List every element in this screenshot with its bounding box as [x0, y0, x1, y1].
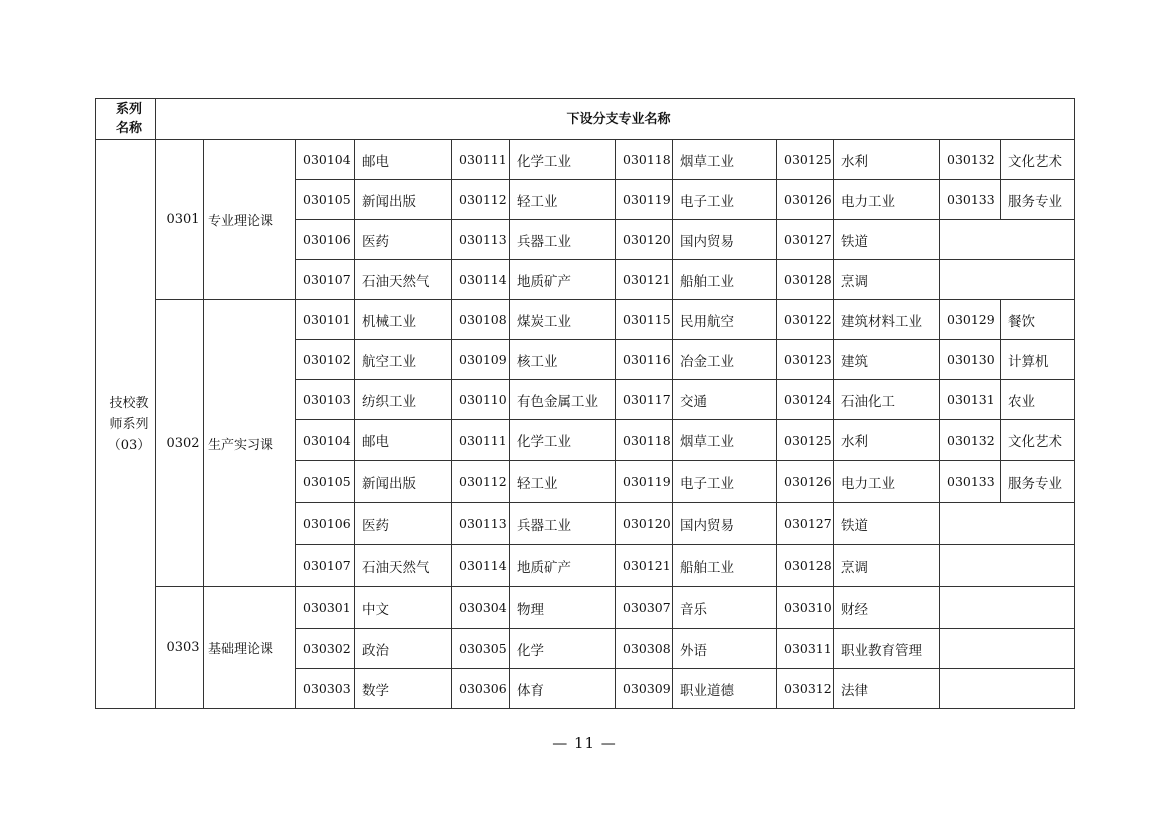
subject-code: 030104	[296, 140, 355, 180]
subject-code: 030127	[777, 220, 834, 260]
subject-code: 030114	[452, 260, 510, 300]
subject-name: 轻工业	[510, 461, 616, 503]
subject-code: 030130	[940, 340, 1001, 380]
subject-code: 030103	[296, 380, 355, 420]
empty-cell	[940, 629, 1075, 669]
subject-name: 电子工业	[673, 461, 777, 503]
series-header-line2: 名称	[115, 121, 142, 136]
subject-name: 烹调	[834, 260, 940, 300]
subject-name: 国内贸易	[673, 503, 777, 545]
subject-name: 煤炭工业	[510, 300, 616, 340]
subject-code: 030131	[940, 380, 1001, 420]
subject-code: 030307	[616, 587, 673, 629]
subject-code: 030117	[616, 380, 673, 420]
group-code: 0301	[156, 140, 204, 300]
subject-name: 物理	[510, 587, 616, 629]
subject-name: 邮电	[355, 420, 452, 461]
subject-name: 体育	[510, 669, 616, 709]
subject-code: 030310	[777, 587, 834, 629]
subject-code: 030129	[940, 300, 1001, 340]
subject-code: 030303	[296, 669, 355, 709]
subject-name: 地质矿产	[510, 545, 616, 587]
subject-code: 030113	[452, 503, 510, 545]
subject-name: 新闻出版	[355, 461, 452, 503]
subject-code: 030115	[616, 300, 673, 340]
subject-name: 服务专业	[1001, 461, 1075, 503]
subject-name: 水利	[834, 140, 940, 180]
subject-code: 030119	[616, 461, 673, 503]
series-line2: 师系列	[109, 416, 149, 432]
subject-name: 民用航空	[673, 300, 777, 340]
series-line3: （03）	[107, 437, 151, 453]
subject-name: 化学工业	[510, 420, 616, 461]
subject-code: 030106	[296, 503, 355, 545]
subject-name: 政治	[355, 629, 452, 669]
table-row	[96, 300, 1075, 340]
subject-code: 030125	[777, 420, 834, 461]
empty-cell	[940, 503, 1075, 545]
subject-code: 030301	[296, 587, 355, 629]
subject-name: 铁道	[834, 220, 940, 260]
subject-code: 030133	[940, 461, 1001, 503]
subject-name: 法律	[834, 669, 940, 709]
subject-code: 030126	[777, 461, 834, 503]
subject-name: 财经	[834, 587, 940, 629]
subject-name: 石油天然气	[355, 260, 452, 300]
subject-code: 030132	[940, 420, 1001, 461]
subject-name: 医药	[355, 220, 452, 260]
subject-name: 船舶工业	[673, 545, 777, 587]
subject-code: 030102	[296, 340, 355, 380]
subject-code: 030308	[616, 629, 673, 669]
subject-name: 船舶工业	[673, 260, 777, 300]
subject-code: 030104	[296, 420, 355, 461]
subject-name: 机械工业	[355, 300, 452, 340]
subject-name: 计算机	[1001, 340, 1075, 380]
subject-name: 邮电	[355, 140, 452, 180]
subject-name: 建筑材料工业	[834, 300, 940, 340]
subject-code: 030124	[777, 380, 834, 420]
subject-name: 石油天然气	[355, 545, 452, 587]
subject-name: 航空工业	[355, 340, 452, 380]
subject-code: 030105	[296, 461, 355, 503]
series-header-line1: 系列	[115, 102, 142, 117]
subject-code: 030108	[452, 300, 510, 340]
subject-name: 音乐	[673, 587, 777, 629]
subject-name: 核工业	[510, 340, 616, 380]
subject-code: 030302	[296, 629, 355, 669]
empty-cell	[940, 587, 1075, 629]
subject-code: 030107	[296, 545, 355, 587]
group-code: 0302	[156, 300, 204, 587]
subject-name: 烟草工业	[673, 420, 777, 461]
subject-code: 030125	[777, 140, 834, 180]
subject-code: 030119	[616, 180, 673, 220]
header-row	[96, 99, 1075, 140]
subject-name: 服务专业	[1001, 180, 1075, 220]
subject-code: 030118	[616, 420, 673, 461]
subject-name: 铁道	[834, 503, 940, 545]
subject-name: 电力工业	[834, 461, 940, 503]
subject-name: 兵器工业	[510, 220, 616, 260]
subject-code: 030121	[616, 260, 673, 300]
empty-cell	[940, 545, 1075, 587]
empty-cell	[940, 220, 1075, 260]
subject-name: 外语	[673, 629, 777, 669]
subject-code: 030126	[777, 180, 834, 220]
subject-name: 交通	[673, 380, 777, 420]
subject-name: 烹调	[834, 545, 940, 587]
subjects-header: 下设分支专业名称	[156, 99, 1075, 140]
series-header	[96, 99, 156, 140]
subject-code: 030121	[616, 545, 673, 587]
empty-cell	[940, 260, 1075, 300]
subject-name: 冶金工业	[673, 340, 777, 380]
subject-name: 数学	[355, 669, 452, 709]
subject-name: 兵器工业	[510, 503, 616, 545]
subject-name: 职业教育管理	[834, 629, 940, 669]
subject-code: 030132	[940, 140, 1001, 180]
subject-code: 030111	[452, 420, 510, 461]
subject-code: 030311	[777, 629, 834, 669]
subject-name: 文化艺术	[1001, 420, 1075, 461]
table-row	[96, 587, 1075, 629]
subject-code: 030127	[777, 503, 834, 545]
subject-code: 030305	[452, 629, 510, 669]
subject-code: 030101	[296, 300, 355, 340]
subject-code: 030122	[777, 300, 834, 340]
series-line1: 技校教	[109, 395, 149, 411]
subject-name: 水利	[834, 420, 940, 461]
group-code: 0303	[156, 587, 204, 709]
subject-name: 地质矿产	[510, 260, 616, 300]
group-name: 专业理论课	[204, 140, 296, 300]
subject-name: 新闻出版	[355, 180, 452, 220]
subject-code: 030118	[616, 140, 673, 180]
subject-code: 030116	[616, 340, 673, 380]
subject-code: 030112	[452, 461, 510, 503]
subject-name: 石油化工	[834, 380, 940, 420]
subject-name: 建筑	[834, 340, 940, 380]
subject-name: 烟草工业	[673, 140, 777, 180]
table-row	[96, 140, 1075, 180]
subject-name: 餐饮	[1001, 300, 1075, 340]
subject-name: 有色金属工业	[510, 380, 616, 420]
subject-code: 030110	[452, 380, 510, 420]
page-number: — 11 —	[552, 734, 617, 752]
series-cell	[96, 140, 156, 709]
subject-name: 农业	[1001, 380, 1075, 420]
subject-name: 化学	[510, 629, 616, 669]
subject-code: 030106	[296, 220, 355, 260]
subject-code: 030304	[452, 587, 510, 629]
subject-code: 030114	[452, 545, 510, 587]
subject-code: 030120	[616, 220, 673, 260]
subject-name: 轻工业	[510, 180, 616, 220]
subject-code: 030120	[616, 503, 673, 545]
group-name: 生产实习课	[204, 300, 296, 587]
subject-code: 030133	[940, 180, 1001, 220]
subject-code: 030105	[296, 180, 355, 220]
subject-name: 电力工业	[834, 180, 940, 220]
subject-name: 文化艺术	[1001, 140, 1075, 180]
subject-code: 030309	[616, 669, 673, 709]
subject-name: 化学工业	[510, 140, 616, 180]
subject-name: 纺织工业	[355, 380, 452, 420]
subject-code: 030312	[777, 669, 834, 709]
subject-code: 030111	[452, 140, 510, 180]
group-name: 基础理论课	[204, 587, 296, 709]
subject-name: 中文	[355, 587, 452, 629]
subject-name: 医药	[355, 503, 452, 545]
subject-code: 030107	[296, 260, 355, 300]
subject-code: 030123	[777, 340, 834, 380]
subject-name: 职业道德	[673, 669, 777, 709]
subject-code: 030128	[777, 545, 834, 587]
subject-code: 030113	[452, 220, 510, 260]
empty-cell	[940, 669, 1075, 709]
subject-code: 030109	[452, 340, 510, 380]
subject-name: 国内贸易	[673, 220, 777, 260]
subject-table	[95, 98, 1075, 709]
subject-code: 030128	[777, 260, 834, 300]
subject-code: 030112	[452, 180, 510, 220]
subject-name: 电子工业	[673, 180, 777, 220]
subject-code: 030306	[452, 669, 510, 709]
